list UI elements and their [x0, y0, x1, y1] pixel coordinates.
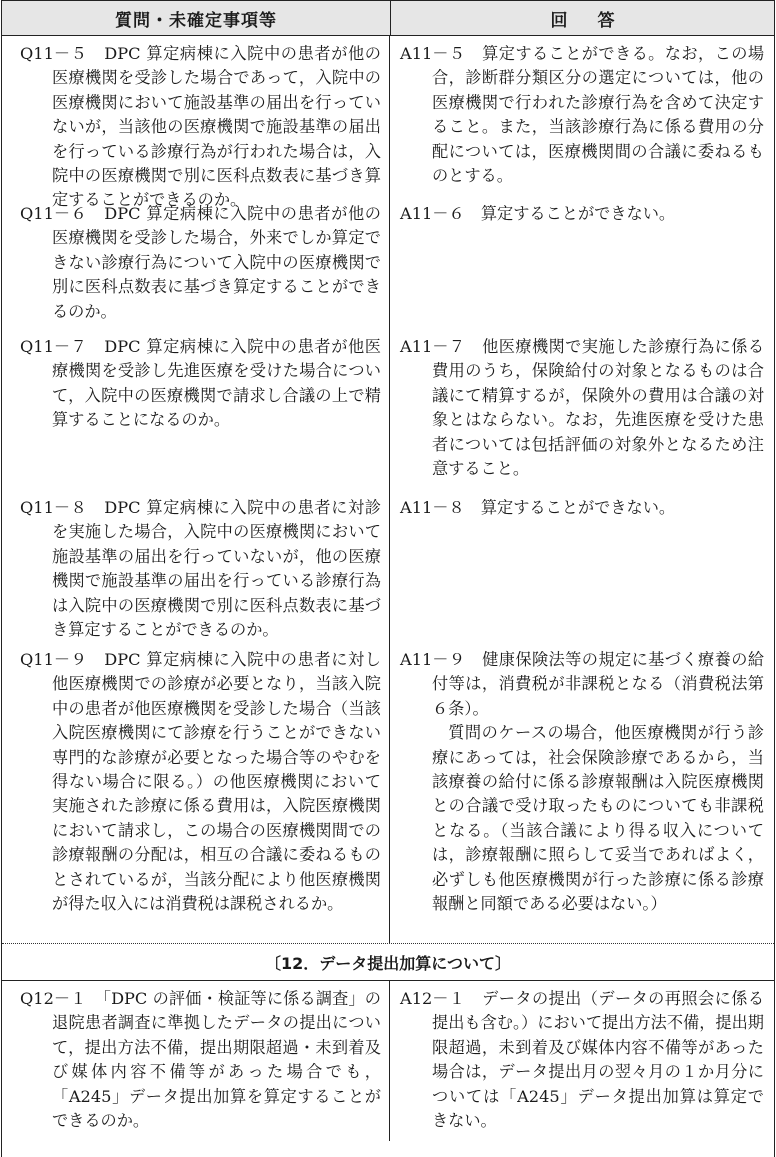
question-body: 「DPC の評価・検証等に係る調査」の退院患者調査に準拠したデータの提出について，提出方法不備，提出期限超過・未到着及び媒体内容不備等があった場合でも，「A245」データ提出加算を算定することができるのか。: [52, 989, 381, 1131]
question-body: DPC 算定病棟に入院中の患者が他の医療機関を受診した場合であって，入院中の医療機関において施設基準の届出を行っていないが，当該他の医療機関で施設基準の届出を行っている診療行為が行われた場合は，入院中の医療機関で別に医科点数表に基づき算定することができるのか。: [52, 44, 381, 210]
qa-table: [1, 0, 775, 1157]
table-row: [2, 196, 774, 329]
answer-text: [400, 335, 764, 481]
table-row: [2, 36, 774, 210]
answer-number: A11－８: [400, 498, 465, 517]
question-text: [20, 42, 381, 213]
answer-text: [400, 648, 764, 721]
question-number: Q11－６: [20, 204, 88, 223]
question-number: Q11－８: [20, 498, 88, 517]
answer-text: [400, 987, 764, 1133]
table-row: [2, 642, 774, 943]
answer-number: A11－６: [400, 204, 465, 223]
question-text: [20, 496, 381, 642]
question-cell: [2, 329, 390, 490]
answer-cell: [390, 490, 774, 642]
table-row: [2, 981, 774, 1141]
question-number: Q11－５: [20, 44, 88, 63]
answer-cell: [390, 329, 774, 490]
question-number: Q12－１: [20, 989, 87, 1008]
answer-column-header: 回答: [550, 10, 645, 31]
answer-body: 算定することができない。: [480, 498, 676, 517]
answer-text: [400, 42, 764, 188]
answer-cell: [390, 981, 774, 1141]
question-text: [20, 202, 381, 324]
question-number: Q11－７: [20, 337, 88, 356]
answer-body: データの提出（データの再照会に係る提出も含む。）において提出方法不備，提出期限超過，未到着及び媒体内容不備等があった場合は，データ提出月の翌々月の１か月分については「A245」データ提出加算は算定できない。: [432, 989, 765, 1131]
answer-number: A11－５: [400, 44, 466, 63]
answer-body-paragraph-2: 質問のケースの場合，他医療機関が行う診療にあっては，社会保険診療であるから，当該療養の給付に係る診療報酬は入院医療機関との合議で受け取ったものについても非課税となる。（当該合議により得る収入については，診療報酬に照らして妥当であればよく，必ずしも他医療機関が行った診療に係る診療報酬と同額である必要はない。）: [432, 723, 764, 914]
answer-body: 健康保険法等の規定に基づく療養の給付等は，消費税が非課税となる（消費税法第６条）。: [432, 650, 765, 718]
answer-text: [400, 496, 764, 520]
question-cell: [2, 490, 390, 642]
answer-number: A11－９: [400, 650, 466, 669]
answer-number: A11－７: [400, 337, 466, 356]
question-body: DPC 算定病棟に入院中の患者に対し他医療機関での診療が必要となり，当該入院中の患者が他医療機関を受診した場合（当該入院医療機関にて診療を行うことができない専門的な診療が必要となった場合等のやむを得ない場合に限る。）の他医療機関において実施された診療に係る費用は，入院医療機関において請求し，この場合の医療機関間での診療報酬の分配は，相互の合議に委ねるものとされているが，当該分配により他医療機関が得た収入には消費税は課税されるか。: [52, 650, 381, 914]
section-heading: 〔12．データ提出加算について〕: [2, 943, 774, 981]
answer-cell: [390, 196, 774, 329]
answer-cell: [390, 36, 774, 196]
question-body: DPC 算定病棟に入院中の患者に対診を実施した場合，入院中の医療機関において施設基準の届出を行っていないが，他の医療機関で施設基準の届出を行っている診療行為は入院中の医療機関で別に医科点数表に基づき算定することができるのか。: [52, 498, 381, 640]
question-cell: [2, 36, 390, 210]
question-number: Q11－９: [20, 650, 88, 669]
table-row: [2, 490, 774, 642]
question-body: DPC 算定病棟に入院中の患者が他の医療機関を受診した場合，外来でしか算定できない診療行為について入院中の医療機関で別に医科点数表に基づき算定することができるのか。: [52, 204, 381, 321]
answer-text: [400, 202, 764, 226]
table-row: [2, 329, 774, 490]
answer-cell: [390, 642, 774, 943]
table-header: [2, 1, 774, 36]
question-cell: [2, 642, 390, 943]
question-body: DPC 算定病棟に入院中の患者が他医療機関を受診し先進医療を受けた場合について，入院中の医療機関で請求し合議の上で精算することになるのか。: [52, 337, 381, 430]
question-cell: [2, 196, 390, 329]
question-column-header: 質問・未確定事項等: [2, 1, 391, 35]
answer-body: 算定することができる。なお，この場合，診断群分類区分の選定については，他の医療機関で行われた診療行為を含めて決定すること。また，当該診療行為に係る費用の分配については，医療機関間の合議に委ねるものとする。: [432, 44, 765, 186]
question-text: [20, 335, 381, 433]
question-text: [20, 987, 381, 1133]
question-cell: [2, 981, 390, 1141]
answer-number: A12－１: [400, 989, 466, 1008]
answer-body: 算定することができない。: [480, 204, 676, 223]
answer-body: 他医療機関で実施した診療行為に係る費用のうち，保険給付の対象となるものは合議にて精算するが，保険外の費用は合議の対象とはならない。なお，先進医療を受けた患者については包括評価の対象外となるため注意すること。: [432, 337, 765, 479]
question-text: [20, 648, 381, 916]
